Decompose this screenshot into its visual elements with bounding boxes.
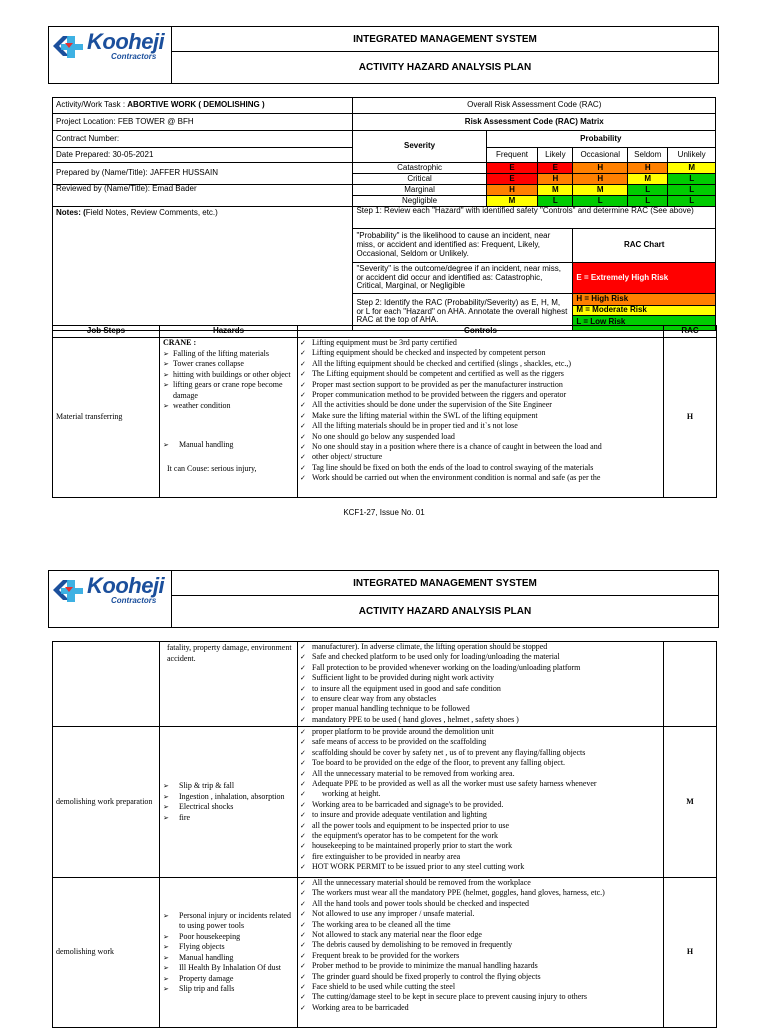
hazard-item: ➢ lifting gears or crane rope become damage (163, 380, 294, 401)
control-item: ✓ proper manual handling technique to be followed (300, 704, 661, 714)
prob-col: Likely (538, 148, 573, 163)
control-item: ✓ Working area to be barricaded (300, 1003, 661, 1013)
kooheji-logo-icon (51, 576, 85, 604)
rac-cell: L (628, 185, 668, 196)
matrix-title: Risk Assessment Code (RAC) Matrix (353, 114, 716, 131)
rac-cell: L (573, 196, 628, 207)
hazard-item: ➢ Ingestion , inhalation, absorption (163, 792, 294, 803)
control-item: ✓ All the unnecessary material should be removed from the workplace (300, 878, 661, 888)
control-item: ✓ All the unnecessary material to be removed from working area. (300, 769, 661, 779)
legend-extreme: E = Extremely High Risk (573, 263, 716, 294)
hazards-cell (160, 878, 298, 1028)
control-item: ✓ Not allowed to stack any material near the floor edge (300, 930, 661, 940)
aha-table-page2 (52, 641, 717, 1028)
rac-cell: H (573, 163, 628, 174)
date-prepared: Date Prepared: 30-05-2021 (53, 148, 353, 163)
control-item: ✓ All the lifting equipment should be checked and certified (slings , shackles, etc.,) (300, 359, 661, 369)
prob-col: Frequent (486, 148, 538, 163)
control-item: ✓ Sufficient light to be provided during night work activity (300, 673, 661, 683)
header-title-ims: INTEGRATED MANAGEMENT SYSTEM (172, 27, 719, 52)
control-item-continued: ✓ manufacturer). In adverse climate, the lifting operation should be stopped (300, 642, 661, 652)
page2-header (48, 570, 719, 628)
rac-cell: E (486, 163, 538, 174)
rac-cell: H (573, 174, 628, 185)
control-item: ✓ safe means of access to be provided on the scaffolding (300, 737, 661, 747)
hazard-item: ➢ Slip & trip & fall (163, 781, 294, 792)
notes-cell: Notes: (Field Notes, Review Comments, etc.) (53, 207, 353, 331)
control-item: ✓ The cutting/damage steel to be kept in secure place to prevent causing injury to others (300, 992, 661, 1002)
control-item: ✓ All the lifting materials should be in proper tied and it`s not lose (300, 421, 661, 431)
control-item: ✓ Working area to be barricaded and signage's to be provided. (300, 800, 661, 810)
rac-empty (664, 642, 717, 727)
rac-cell: H (628, 163, 668, 174)
col-hazards: Hazards (160, 326, 298, 338)
rac-cell: L (538, 196, 573, 207)
task-cell: Activity/Work Task : ABORTIVE WORK ( DEMOLISHING ) (53, 98, 353, 114)
rac-cell: E (538, 163, 573, 174)
control-item: ✓ to ensure clear way from any obstacles (300, 694, 661, 704)
col-controls: Controls (298, 326, 664, 338)
severity-row: Catastrophic (353, 163, 486, 174)
control-item: ✓ The workers must wear all the mandatory PPE (helmet, goggles, hand gloves, harness, etc.) (300, 888, 661, 898)
hazard-item: ➢ Electrical shocks (163, 802, 294, 813)
document-footer: KCF1-27, Issue No. 01 (343, 508, 425, 517)
job-step-demolishing-preparation: demolishing work preparation (53, 727, 160, 878)
control-item: ✓ fire extinguisher to be provided in nearby area (300, 852, 661, 862)
severity-header: Severity (353, 131, 486, 163)
severity-definition: "Severity" is the outcome/degree if an incident, near miss, or accident did occur and identified as: Catastrophic, Critical, Marginal, or Negligible (353, 263, 573, 294)
header-title-ims: INTEGRATED MANAGEMENT SYSTEM (172, 571, 719, 596)
rac-cell: H (538, 174, 573, 185)
hazard-item: ➢ Slip trip and falls (163, 984, 294, 995)
rac-cell: M (668, 163, 716, 174)
hazard-item: ➢ Poor housekeeping (163, 932, 294, 943)
company-logo: Kooheji Contractors (49, 27, 172, 84)
control-item: ✓ All the hand tools and power tools should be checked and inspected (300, 899, 661, 909)
control-item: ✓ mandatory PPE to be used ( hand gloves , helmet , safety shoes ) (300, 715, 661, 725)
rac-cell: E (486, 174, 538, 185)
header-title-aha: ACTIVITY HAZARD ANALYSIS PLAN (172, 596, 719, 628)
hazard-item: ➢ weather condition (163, 401, 294, 412)
hazard-item: ➢ Flying objects (163, 942, 294, 953)
contract-number: Contract Number: (53, 131, 353, 148)
control-item-continued: ✓ other object/ structure (300, 452, 661, 462)
header-title-aha: ACTIVITY HAZARD ANALYSIS PLAN (172, 52, 719, 84)
control-item: ✓ Adequate PPE to be provided as well as all the worker must use safety harness whenever (300, 779, 661, 789)
control-item: ✓ the equipment's operator has to be competent for the work (300, 831, 661, 841)
rac-cell: M (486, 196, 538, 207)
hazard-cause: It can Couse: serious injury, (167, 464, 257, 473)
step2-text: Step 2: Identify the RAC (Probability/Severity) as E, H, M, or L for each "Hazard" on AHA. Annotate the overall highest RAC at the top of AHA. (353, 294, 573, 331)
hazards-cell (160, 727, 298, 878)
control-item: ✓ Lifting equipment should be checked and inspected by competent person (300, 348, 661, 358)
control-item: ✓ Prober method to be provide to minimize the manual handling hazards (300, 961, 661, 971)
control-item: ✓ Fall protection to be provided whenever working on the loading/unloading platform (300, 663, 661, 673)
control-item: ✓ to insure and provide adequate ventilation and lighting (300, 810, 661, 820)
hazard-item: ➢ Ill Health By Inhalation Of dust (163, 963, 294, 974)
prepared-by: Prepared by (Name/Title): JAFFER HUSSAIN (53, 163, 353, 185)
control-item: ✓ Lifting equipment must be 3rd party certified (300, 338, 661, 348)
control-item: ✓ HOT WORK PERMIT to be issued prior to any steel cutting work (300, 862, 661, 872)
hazard-item: ➢ Manual handling (163, 953, 294, 964)
prob-col: Unlikely (668, 148, 716, 163)
control-item: ✓ Make sure the lifting material within the SWL of the lifting equipment (300, 411, 661, 421)
hazards-cell: fatality, property damage, environment accident. (160, 642, 298, 727)
rac-value: H (664, 338, 717, 498)
control-item: ✓ proper platform to be provide around the demolition unit (300, 727, 661, 737)
probability-header: Probability (486, 131, 715, 148)
hazard-item: ➢ fire (163, 813, 294, 824)
probability-definition: "Probability" is the likelihood to cause an incident, near miss, or accident and identified as: Frequent, Likely, Occasional, Seldom or Unlikely. (353, 229, 573, 263)
control-item-continued: ✓ working at height. (300, 789, 661, 799)
prob-col: Occasional (573, 148, 628, 163)
hazard-item: ➢ Property damage (163, 974, 294, 985)
control-item: ✓ Work should be carried out when the environment condition is normal and safe (as per the (300, 473, 661, 483)
control-item: ✓ Proper mast section support to be provided as per the manufacturer instruction (300, 380, 661, 390)
rac-cell: H (486, 185, 538, 196)
col-rac: RAC (664, 326, 717, 338)
severity-row: Critical (353, 174, 486, 185)
kooheji-logo-icon (51, 32, 85, 60)
rac-cell: M (628, 174, 668, 185)
severity-row: Negligible (353, 196, 486, 207)
controls-cell (298, 338, 664, 498)
control-item: ✓ Tag line should be fixed on both the ends of the load to control swaying of the materials (300, 463, 661, 473)
severity-row: Marginal (353, 185, 486, 196)
legend-moderate: M = Moderate Risk (573, 306, 715, 316)
hazard-item: ➢ hitting with buildings or other object (163, 370, 294, 381)
aha-table-page1 (52, 325, 717, 498)
control-item: ✓ Not allowed to use any improper / unsafe material. (300, 909, 661, 919)
controls-cell (298, 727, 664, 878)
hazard-item: ➢ Personal injury or incidents related to using power tools (163, 911, 294, 932)
controls-cell (298, 878, 664, 1028)
rac-cell: M (573, 185, 628, 196)
control-item: ✓ The grinder guard should be fixed properly to control the flying objects (300, 972, 661, 982)
overall-rac-cell: Overall Risk Assessment Code (RAC) (353, 98, 716, 114)
control-item: ✓ housekeeping to be maintained properly prior to start the work (300, 841, 661, 851)
controls-cell (298, 642, 664, 727)
control-item: ✓ Toe board to be provided on the edge of the floor, to prevent any falling object. (300, 758, 661, 768)
control-item: ✓ to insure all the equipment used in good and safe condition (300, 684, 661, 694)
hazard-item: ➢ Tower cranes collapse (163, 359, 294, 370)
company-logo: Kooheji Contractors (49, 571, 172, 628)
rac-value: M (664, 727, 717, 878)
rac-cell: M (538, 185, 573, 196)
control-item: ✓ The Lifting equipment should be competent and certified as well as the riggers (300, 369, 661, 379)
info-table (52, 97, 716, 331)
rac-cell: L (668, 174, 716, 185)
rac-chart-title: RAC Chart (573, 229, 716, 263)
rac-cell: L (668, 196, 716, 207)
control-item: ✓ All the activities should be done under the supervision of the Site Engineer (300, 400, 661, 410)
control-item: ✓ Frequent break to be provided for the workers (300, 951, 661, 961)
col-job-steps: Job Steps (53, 326, 160, 338)
rac-cell: L (628, 196, 668, 207)
job-step-empty (53, 642, 160, 727)
control-item: ✓ all the power tools and equipment to be inspected prior to use (300, 821, 661, 831)
reviewed-by: Reviewed by (Name/Title): Emad Bader (53, 185, 353, 207)
control-item: ✓ No one should go below any suspended load (300, 432, 661, 442)
step1-text: Step 1: Review each "Hazard" with identified safety "Controls" and determine RAC (See above) (353, 207, 716, 229)
rac-cell: L (668, 185, 716, 196)
control-item: ✓ scaffolding should be cover by safety net , us of to prevent any flaying/falling objects (300, 748, 661, 758)
prob-col: Seldom (628, 148, 668, 163)
legend-low: L = Low Risk (573, 316, 715, 330)
hazard-item: ➢ Falling of the lifting materials (163, 349, 294, 360)
hazard-item: ➢ Manual handling (163, 440, 294, 451)
legend-high: H = High Risk (573, 294, 716, 306)
control-item: ✓ Proper communication method to be provided between the riggers and operator (300, 390, 661, 400)
hazards-cell: CRANE : ➢ Falling of the lifting materials ➢ Tower cranes collapse ➢ hitting with buildings or other object ➢ lifting gears or crane rope become damage ➢ weather condition ➢ Manual handling It can Couse: serious injury, (160, 338, 298, 498)
control-item: ✓ The working area to be cleaned all the time (300, 920, 661, 930)
control-item: ✓ The debris caused by demolishing to be removed in frequently (300, 940, 661, 950)
job-step-demolishing-work: demolishing work (53, 878, 160, 1028)
control-item: ✓ No one should stay in a position where there is a chance of caught in between the load and (300, 442, 661, 452)
rac-value: H (664, 878, 717, 1028)
control-item: ✓ Safe and checked platform to be used only for loading/unloading the material (300, 652, 661, 662)
page1-header (48, 26, 719, 84)
project-location: Project Location: FEB TOWER @ BFH (53, 114, 353, 131)
job-step-material-transferring: Material transferring (53, 338, 160, 498)
control-item: ✓ Face shield to be used while cutting the steel (300, 982, 661, 992)
